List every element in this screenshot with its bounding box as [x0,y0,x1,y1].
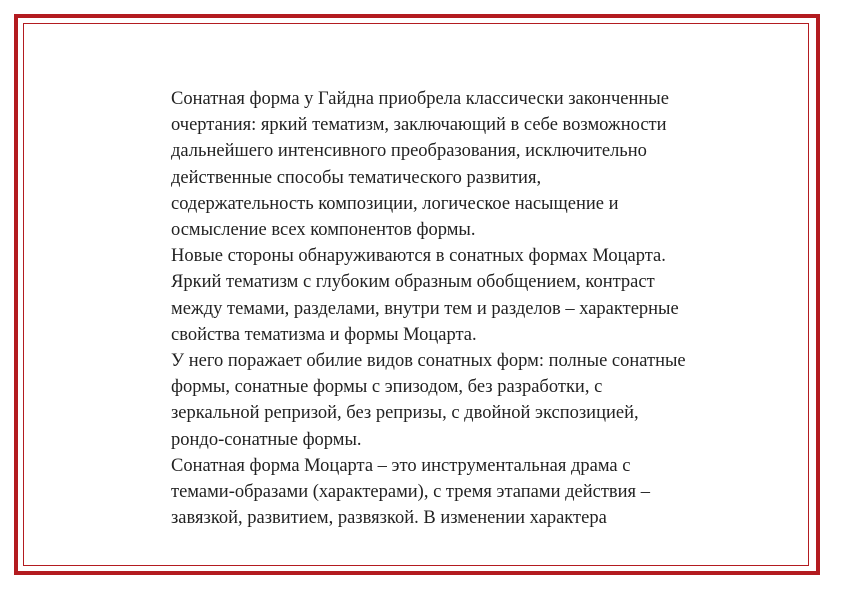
text-line: очертания: яркий тематизм, заключающий в себе возможности [171,115,667,136]
text-line: Яркий тематизм с глубоким образным обобщением, контраст [171,272,655,293]
text-line: свойства тематизма и формы Моцарта. [171,324,477,345]
slide-body-text [171,86,791,531]
text-line: Сонатная форма у Гайдна приобрела классически законченные [171,89,669,109]
text-line: действенные способы тематического развития, [171,167,542,188]
text-line: Новые стороны обнаруживаются в сонатных формах Моцарта. [171,246,666,267]
text-line: формы, сонатные формы с эпизодом, без разработки, с [171,377,603,398]
text-line: У него поражает обилие видов сонатных форм: полные сонатные [171,351,686,372]
text-line: зеркальной репризой, без репризы, с двойной экспозицией, [171,403,639,424]
text-line: осмысление всех компонентов формы. [171,220,476,241]
text-line: дальнейшего интенсивного преобразования, исключительно [171,141,647,162]
text-line: темами-образами (характерами), с тремя этапами действия – [171,482,650,503]
text-line: Сонатная форма Моцарта – это инструментальная драма с [171,455,631,476]
text-line: между темами, разделами, внутри тем и разделов – характерные [171,298,679,319]
text-line: рондо-сонатные формы. [171,429,362,450]
text-line: завязкой, развитием, развязкой. В изменении характера [171,508,607,529]
text-line: содержательность композиции, логическое насыщение и [171,193,619,214]
